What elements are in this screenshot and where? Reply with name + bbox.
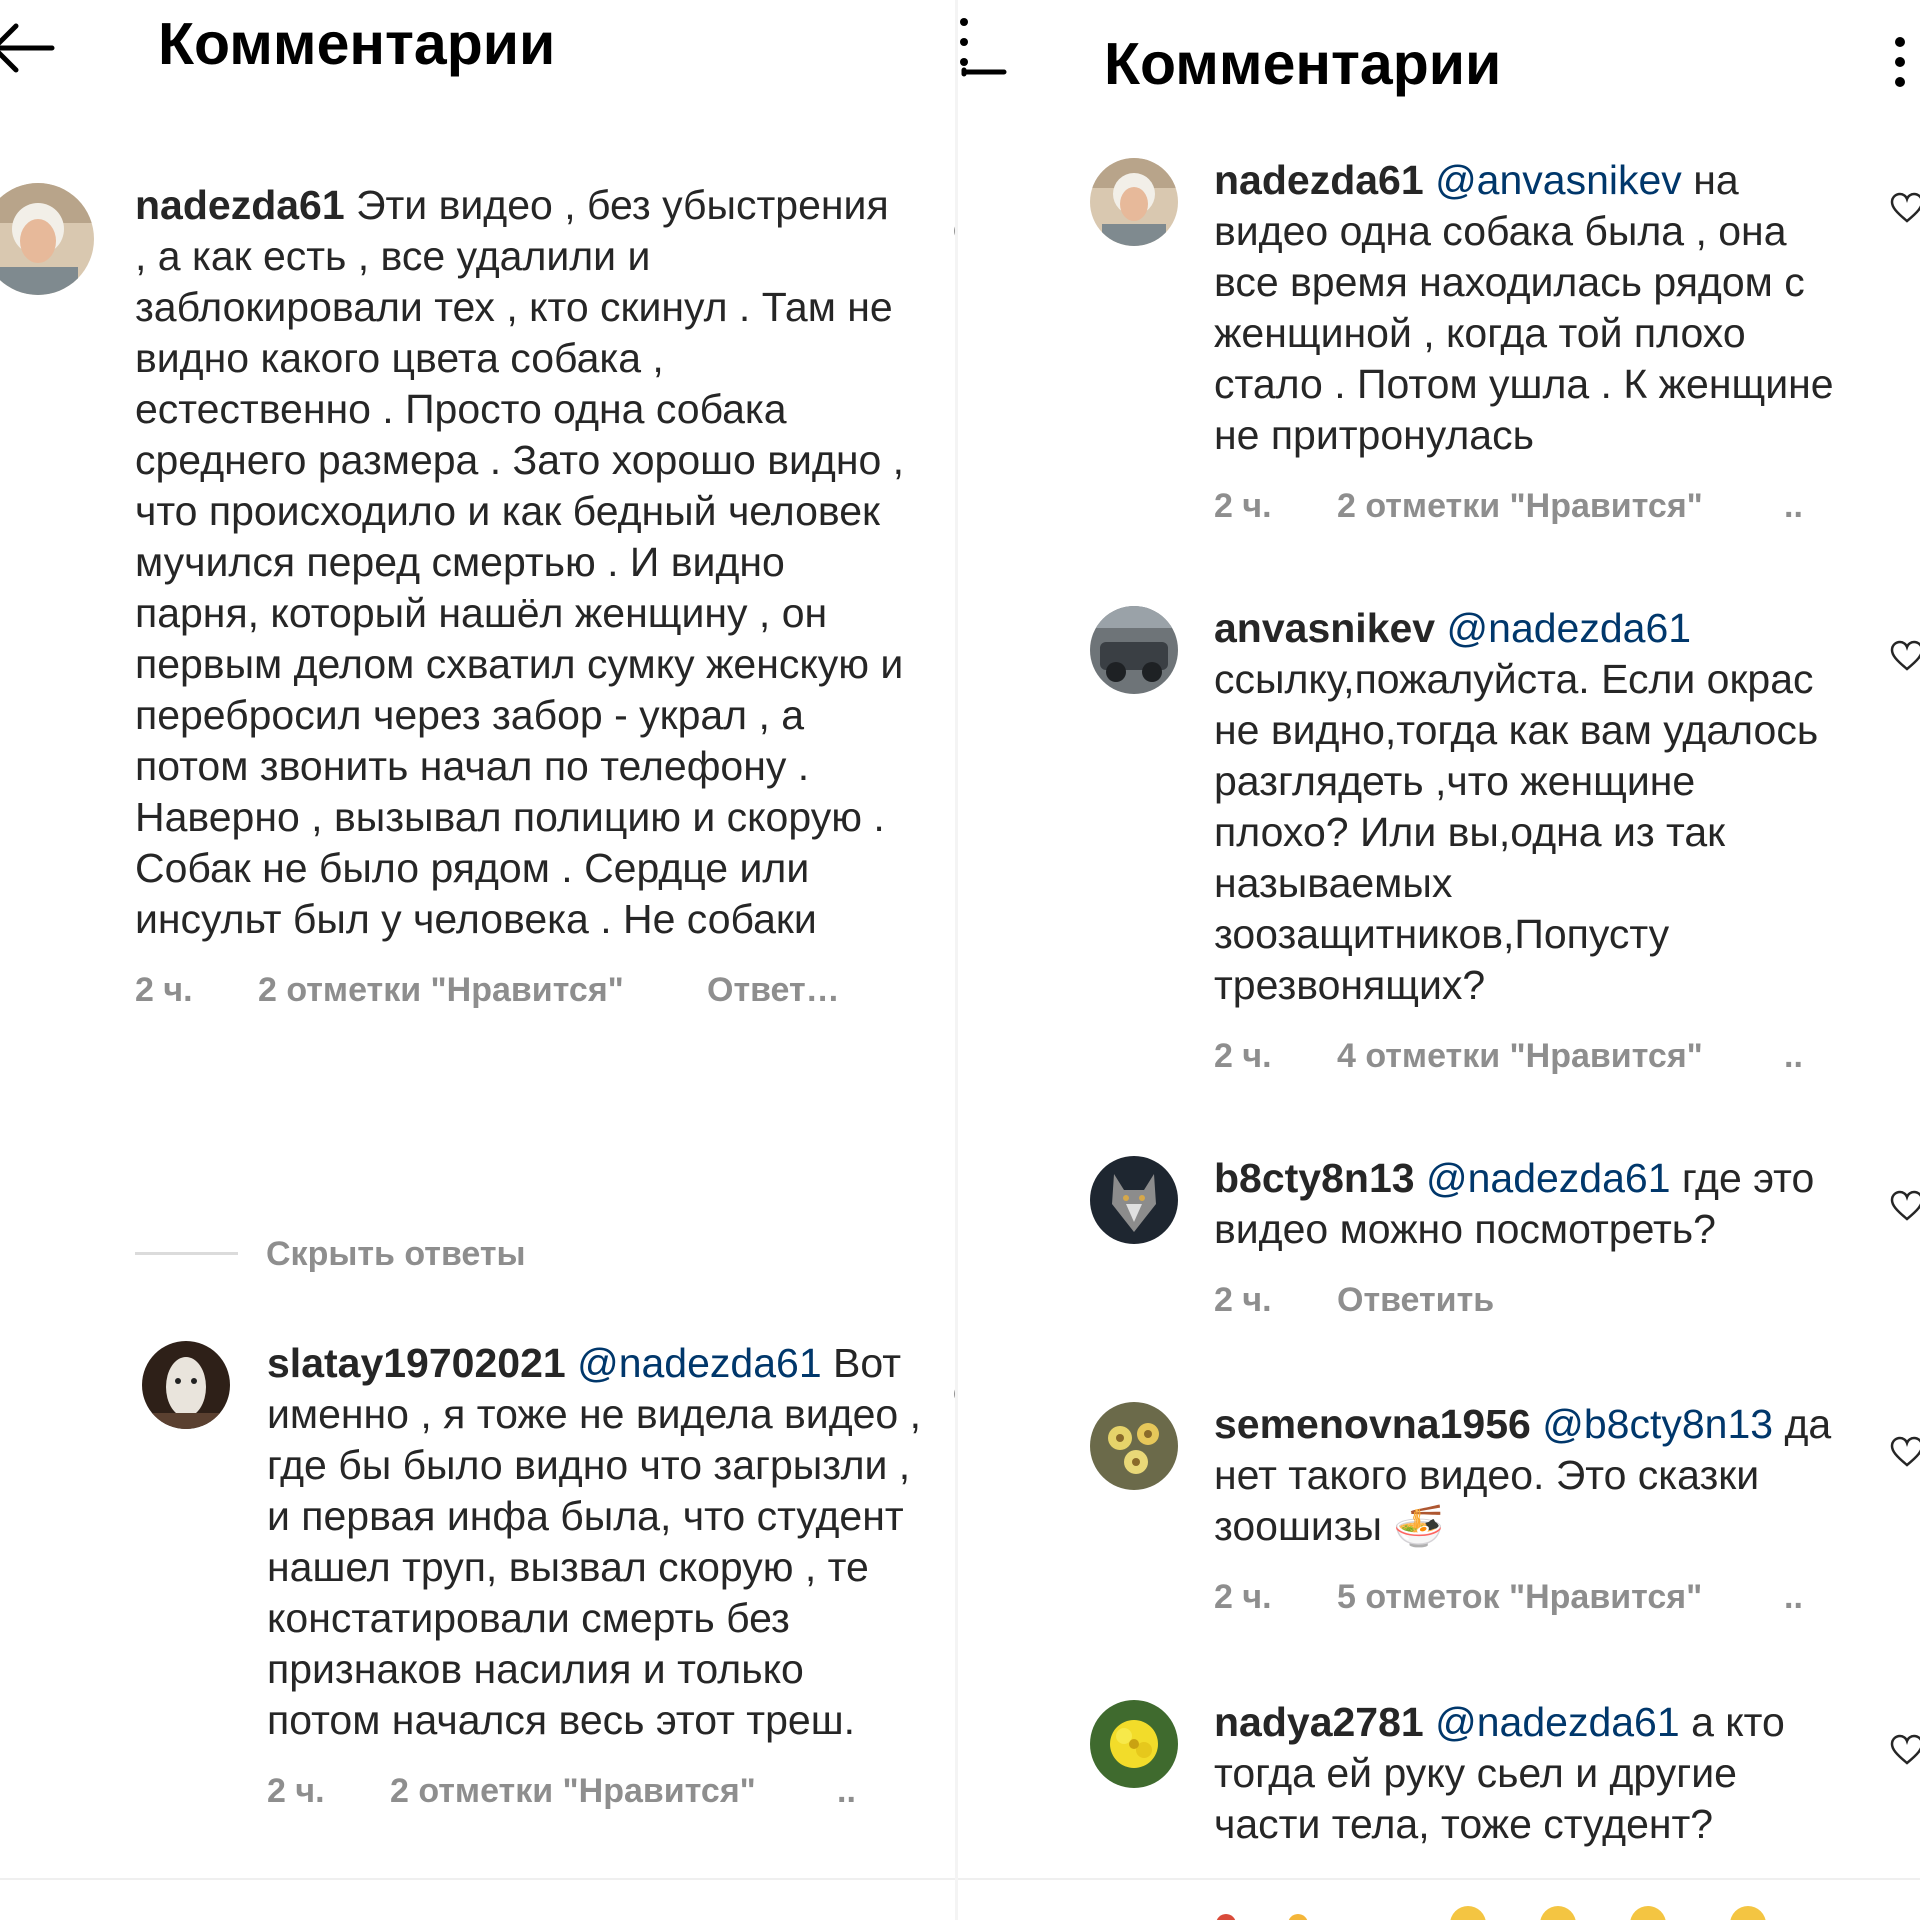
comment-body: где это видео можно посмотреть? [1214, 1155, 1815, 1252]
more-options-button[interactable]: .. [1784, 1578, 1803, 1616]
comment-body: Эти видео , без убыстрения , а как есть , все удалили и заблокировали тех , кто скинул . Там не видно какого цвета собака , естественно . Просто одна собака среднего размера . Зато хорошо видно , что происходило и как бедный человек мучился перед смертью . И видно парня, который нашёл женщину , он первым делом схватил сумку женскую и перебросил через забор - украл , а потом звонить начал по телефону . Наверно , вызывал полицию и скорую . Собак не было рядом . Сердце или инсульт был у человека . Не собаки [135, 182, 905, 942]
comment-likes[interactable]: 4 отметки "Нравится" [1337, 1037, 1703, 1075]
more-options-icon[interactable] [1888, 36, 1912, 88]
comment-username[interactable]: semenovna1956 [1214, 1401, 1531, 1447]
bottom-divider [0, 1878, 958, 1880]
avatar[interactable] [142, 1341, 230, 1429]
hide-replies-line [135, 1252, 238, 1255]
comment-likes[interactable]: 5 отметок "Нравится" [1337, 1578, 1703, 1616]
comment-body: ссылку,пожалуйста. Если окрас не видно,тогда как вам удалось разглядеть ,что женщине плохо? Или вы,одна из так называемых зоозащитников,Попусту трезвонящих? [1214, 656, 1819, 1008]
page-title: Комментарии [158, 11, 556, 77]
comment-text [267, 1338, 927, 1746]
heart-icon[interactable] [1890, 1734, 1920, 1766]
back-arrow-icon[interactable] [0, 18, 58, 78]
comment-time: 2 ч. [1214, 487, 1272, 525]
heart-icon[interactable] [1890, 1436, 1920, 1468]
emoji-bar-edge [958, 1900, 1920, 1920]
comment-mention[interactable]: @nadezda61 [1425, 1155, 1671, 1201]
comment-time: 2 ч. [1214, 1037, 1272, 1075]
heart-icon[interactable] [1890, 1190, 1920, 1222]
avatar[interactable] [0, 183, 94, 295]
comment-mention[interactable]: @nadezda61 [1435, 1699, 1680, 1745]
more-options-button[interactable]: .. [837, 1772, 856, 1810]
avatar[interactable] [1090, 1402, 1178, 1490]
more-options-button[interactable]: .. [1784, 487, 1803, 525]
comment-username[interactable]: nadezda61 [135, 182, 345, 228]
comment-time: 2 ч. [1214, 1281, 1272, 1319]
comment-meta [1214, 1281, 1834, 1325]
page-title: Комментарии [1104, 31, 1502, 97]
back-arrow-icon[interactable] [958, 14, 1008, 96]
comment-text [1214, 1399, 1834, 1552]
avatar[interactable] [1090, 1700, 1178, 1788]
heart-icon[interactable] [1890, 192, 1920, 224]
comment-likes[interactable]: 2 отметки "Нравится" [390, 1772, 756, 1810]
reply-button[interactable]: Ответить [1337, 1281, 1495, 1319]
comments-panel-left [0, 0, 958, 1920]
comment-time: 2 ч. [1214, 1578, 1272, 1616]
comment-meta [1214, 1037, 1834, 1081]
avatar[interactable] [1090, 158, 1178, 246]
comment-text [135, 180, 910, 945]
heart-icon[interactable] [1890, 640, 1920, 672]
comment-text [1214, 1697, 1834, 1850]
comment-body: да нет такого видео. Это сказки зоошизы 🍜 [1214, 1401, 1832, 1549]
comment-text [1214, 155, 1834, 461]
comment-body: на видео одна собака была , она все время находилась рядом с женщиной , когда той плохо стало . Потом ушла . К женщине не притронулась [1214, 157, 1834, 458]
comment-text [1214, 603, 1834, 1011]
avatar[interactable] [1090, 1156, 1178, 1244]
comment-likes[interactable]: 2 отметки "Нравится" [258, 971, 624, 1009]
comments-panel-right [958, 0, 1920, 1920]
comment-time: 2 ч. [135, 971, 193, 1009]
comment-username[interactable]: nadya2781 [1214, 1699, 1424, 1745]
comment-body: Вот именно , я тоже не видела видео , где бы было видно что загрызли , и первая инфа была, что студент нашел труп, вызвал скорую , те констатировали смерть без признаков насилия и только потом начался весь этот треш. [267, 1340, 922, 1743]
reply-button[interactable]: Ответ… [707, 971, 840, 1009]
hide-replies-label[interactable]: Скрыть ответы [266, 1235, 526, 1273]
comment-likes[interactable]: 2 отметки "Нравится" [1337, 487, 1703, 525]
comment-body: а кто тогда ей руку сьел и другие части тела, тоже студент? [1214, 1699, 1785, 1847]
comment-username[interactable]: anvasnikev [1214, 605, 1436, 651]
comment-username[interactable]: b8cty8n13 [1214, 1155, 1415, 1201]
comment-username[interactable]: slatay19702021 [267, 1340, 566, 1386]
comment-mention[interactable]: @anvasnikev [1435, 157, 1682, 203]
comment-mention[interactable]: @b8cty8n13 [1542, 1401, 1774, 1447]
comment-mention[interactable]: @nadezda61 [577, 1340, 822, 1386]
comment-meta [135, 971, 910, 1015]
comment-text [1214, 1153, 1834, 1255]
comment-username[interactable]: nadezda61 [1214, 157, 1424, 203]
bottom-divider [958, 1878, 1920, 1880]
comment-mention[interactable]: @nadezda61 [1446, 605, 1692, 651]
comment-meta [1214, 1578, 1834, 1622]
comment-meta [267, 1772, 927, 1816]
comment-meta [1214, 487, 1834, 531]
comment-time: 2 ч. [267, 1772, 325, 1810]
avatar[interactable] [1090, 606, 1178, 694]
more-options-button[interactable]: .. [1784, 1037, 1803, 1075]
